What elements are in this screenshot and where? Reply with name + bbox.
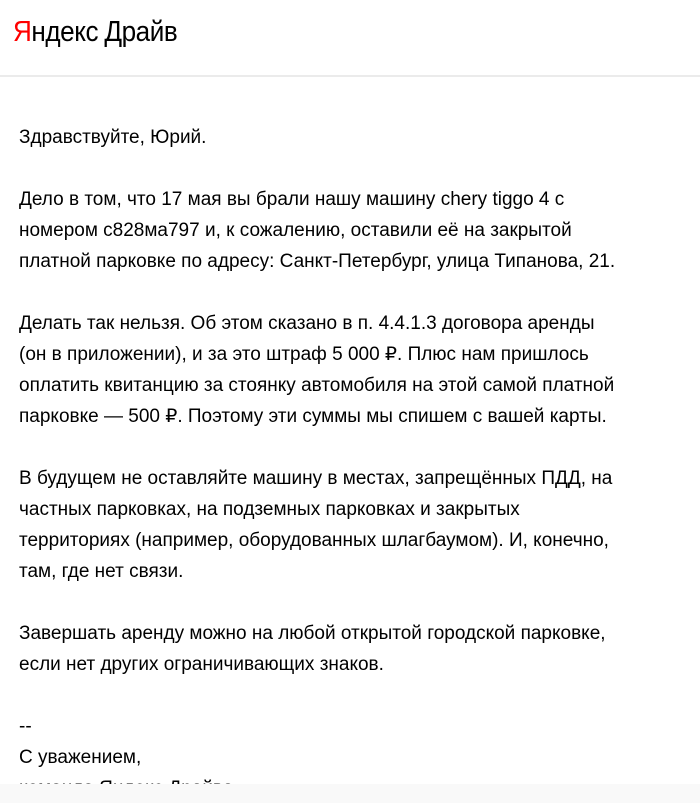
paragraph-line: Завершать аренду можно на любой открытой городской парковке,	[19, 623, 606, 644]
paragraph-incident	[19, 184, 689, 277]
paragraph-line: Дело в том, что 17 мая вы брали нашу машину chery tiggo 4 с	[19, 189, 565, 210]
header-divider	[0, 75, 700, 77]
paragraph-line: платной парковке по адресу: Санкт-Петербург, улица Типанова, 21.	[19, 251, 616, 272]
footer-strip	[0, 784, 700, 803]
paragraph-line: там, где нет связи.	[19, 561, 184, 582]
paragraph-line: В будущем не оставляйте машину в местах, запрещённых ПДД, на	[19, 468, 613, 489]
email-header	[0, 0, 700, 75]
logo-product-name: Драйв	[104, 16, 178, 48]
paragraph-line: номером с828ма797 и, к сожалению, оставили её на закрытой	[19, 220, 572, 241]
logo-brand-first-letter: Я	[13, 16, 32, 48]
paragraph-end-rental	[19, 618, 689, 680]
paragraph-line: (он в приложении), и за это штраф 5 000 ₽. Плюс нам пришлось	[19, 344, 589, 365]
paragraph-line: оплатить квитанцию за стоянку автомобиля на этой самой платной	[19, 375, 615, 396]
signature-separator: --	[19, 716, 32, 737]
paragraph-line: территориях (например, оборудованных шлагбаумом). И, конечно,	[19, 530, 609, 551]
paragraph-line: частных парковках, на подземных парковках и закрытых	[19, 499, 520, 520]
paragraph-line: парковке — 500 ₽. Поэтому эти суммы мы спишем с вашей карты.	[19, 406, 607, 427]
paragraph-future-rules	[19, 463, 689, 587]
signature-regards: С уважением,	[19, 747, 142, 768]
email-body	[19, 122, 689, 803]
logo-brand-rest: ндекс	[31, 16, 99, 48]
greeting: Здравствуйте, Юрий.	[19, 127, 207, 148]
yandex-drive-logo[interactable]	[13, 14, 177, 50]
paragraph-line: Делать так нельзя. Об этом сказано в п. 4.4.1.3 договора аренды	[19, 313, 595, 334]
paragraph-fine	[19, 308, 689, 432]
paragraph-line: если нет других ограничивающих знаков.	[19, 654, 384, 675]
